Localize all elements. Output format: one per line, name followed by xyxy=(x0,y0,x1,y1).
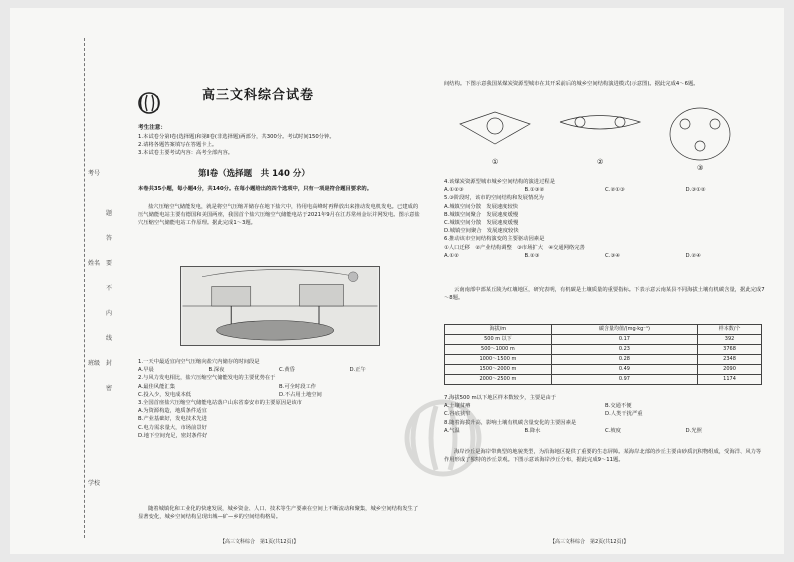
question-stem: 4.该煤炭资源型城市城乡空间结构的演进过程是 xyxy=(444,179,555,185)
seal-word: 封 xyxy=(106,360,113,367)
option: C.③④ xyxy=(605,252,620,259)
option: B.②③ xyxy=(524,252,540,259)
option-row xyxy=(444,186,766,194)
seal-word: 密 xyxy=(106,385,113,392)
option: C.投入少，发电成本低 xyxy=(138,391,192,398)
option: A.土壤贫瘠 xyxy=(444,403,471,410)
table-cell: 2000～2500 m xyxy=(445,375,552,385)
option-row xyxy=(138,366,420,374)
table-cell: 2090 xyxy=(698,365,762,375)
seal-word: 线 xyxy=(106,335,113,342)
table-header: 碳含量均值/(mg·kg⁻¹) xyxy=(551,325,697,335)
table-cell: 500 m 以下 xyxy=(445,335,552,345)
table-cell: 0.28 xyxy=(551,355,697,365)
table-cell: 3768 xyxy=(698,345,762,355)
option: D.③①② xyxy=(685,187,706,194)
option: D.人类干扰严重 xyxy=(605,411,643,418)
table-cell: 2348 xyxy=(698,355,762,365)
option: C.黄昏 xyxy=(279,367,295,374)
question-stem: 1.一天中最适宜向空气压缩向盐穴内储存的时间段是 xyxy=(138,359,260,365)
seal-word: 要 xyxy=(106,260,113,267)
option: A.城镇空间分散 发展速度较快 xyxy=(444,203,519,210)
school-label: 学校 xyxy=(88,480,101,487)
question-stem: 2.与风力发电相比，盐穴压缩空气储能发电的主要优势在于 xyxy=(138,375,276,382)
seal-word: 题 xyxy=(106,210,113,217)
table-cell: 1000～1500 m xyxy=(445,355,552,365)
page-1 xyxy=(120,78,420,548)
class-label: 班级 xyxy=(88,360,101,367)
table-header: 海拔/m xyxy=(445,325,552,335)
notice-heading: 考生注意： xyxy=(138,125,166,131)
passage-2-cont: 间结构。下图示意我国某煤炭资源型城市在其开采前后的城乡空间结构演进模式(示意图)。据此完成4～6题。 xyxy=(444,81,699,87)
questions-1-3 xyxy=(138,358,420,440)
option-row xyxy=(444,252,766,260)
option: ①人口迁移 ②产业结构调整 ③市场扩大 ④交通网络完善 xyxy=(444,244,585,251)
table-row xyxy=(445,365,762,375)
notice-item: 2.请将各题答案填写在答题卡上。 xyxy=(138,142,218,149)
section-title: 第Ⅰ卷（选择题 共 140 分） xyxy=(198,169,310,179)
option: B.城镇空间聚合 发展速度缓慢 xyxy=(444,211,519,218)
notice-item: 1.本试卷分第Ⅰ卷(选择题)和第Ⅱ卷(非选择题)两部分，共300分。考试时间150分钟。 xyxy=(138,134,335,140)
option: B.可全时段工作 xyxy=(279,383,317,390)
option: A.①②③ xyxy=(444,187,464,194)
option: B.交通不便 xyxy=(605,403,632,410)
publisher-logo-icon xyxy=(134,92,164,114)
table-cell: 0.23 xyxy=(551,345,697,355)
option: C.城镇空间分散 发展速度缓慢 xyxy=(444,220,519,227)
table-row xyxy=(445,335,762,345)
option-row xyxy=(138,391,420,399)
table-cell: 0.49 xyxy=(551,365,697,375)
exam-title: 高三文科综合试卷 xyxy=(202,88,315,103)
option: B.①③② xyxy=(524,187,545,194)
table-cell: 0.17 xyxy=(551,335,697,345)
option: A.气温 xyxy=(444,427,460,434)
option: C.②①③ xyxy=(605,187,625,194)
diagram-label: ① xyxy=(492,158,499,166)
table-row xyxy=(445,375,762,385)
option: B.深夜 xyxy=(208,367,225,374)
watermark-logo-icon xyxy=(388,398,498,478)
question-stem: 7.海拔500 m以下地区样本数较少，主要是由于 xyxy=(444,395,557,401)
question-stem: 3.全国首座盐穴压缩空气储能电站落户山东省泰安市的主要原因是该市 xyxy=(138,400,302,407)
option: A.早晨 xyxy=(138,367,154,374)
passage-2: 随着城镇化和工业化的快速发展，城乡资金、人口、技术等生产要素在空间上不断流动和聚集，城乡空间结构发生了显著变化，城乡空间结构呈现出城—矿—乡的空间结构格局。 xyxy=(138,506,419,521)
diagram-label: ② xyxy=(597,158,604,166)
option: A.最佳风能汇集 xyxy=(138,383,175,390)
table-cell: 392 xyxy=(698,335,762,345)
diagram-label: ③ xyxy=(697,164,704,172)
table-header: 样本数/个 xyxy=(698,325,762,335)
spatial-structure-diagrams xyxy=(450,104,750,174)
exam-sheet xyxy=(10,8,784,554)
question-stem: 5.③阶段时，该市的空间结构和发展情况为 xyxy=(444,195,544,202)
option: A.①② xyxy=(444,252,459,259)
table-row xyxy=(445,345,762,355)
option-row xyxy=(138,383,420,391)
option: B.产业基础好，发电技术先进 xyxy=(138,416,207,423)
exam-no-label: 考号 xyxy=(88,170,101,177)
option: C.谷底狭窄 xyxy=(444,411,471,418)
option: B.降水 xyxy=(524,427,541,434)
table-header-row xyxy=(445,325,762,335)
name-label: 姓名 xyxy=(88,260,101,267)
option: D.地下空间充足，密封条件好 xyxy=(138,432,208,439)
questions-4-6 xyxy=(444,178,766,260)
binding-dashed-line xyxy=(84,38,85,538)
table-cell: 1500～2000 m xyxy=(445,365,552,375)
question-stem: 8.随着海拔升高，影响土壤有机碳含量变化的主要因素是 xyxy=(444,419,577,426)
option: A.为资源构造，地质条件适宜 xyxy=(138,408,207,415)
table-cell: 0.97 xyxy=(551,375,697,385)
table-row xyxy=(445,355,762,365)
section-intro: 本卷共35小题，每小题4分，共140分。在每小题给出的四个选项中，只有一项是符合题目要求的。 xyxy=(138,186,372,192)
option: D.正午 xyxy=(349,367,366,374)
option: C.坡度 xyxy=(605,427,621,434)
option: D.不占用土地空间 xyxy=(279,391,322,398)
salt-cavern-diagram xyxy=(180,266,380,346)
page-footer: 【高三文科综合 第2页(共12页)】 xyxy=(550,539,629,545)
passage-1: 盐穴压缩空气储能发电，就是将空气压缩并储存在地下盐穴中，待用电高峰时再释放出来推动发电机发电。已建成的压气储能电站主要有德国和美国两座，我国首个盐穴压缩空气储能电站于2021年9月在江苏常州金坛并网发电。图示意盐穴压缩空气储能电站工作原理。据此完成1～3题。 xyxy=(138,204,420,227)
option: D.②④ xyxy=(685,252,701,259)
passage-3: 云南南部中部某丘陵为红壤地区，研究表明，有机碳是土壤质量的重要指标。下表示意云南某县不同海拔土壤有机碳含量，据此完成7～8题。 xyxy=(444,287,765,302)
table-cell: 500～1000 m xyxy=(445,345,552,355)
seal-word: 答 xyxy=(106,235,113,242)
soil-carbon-table xyxy=(444,324,762,385)
seal-word: 不 xyxy=(106,285,113,292)
notice-list xyxy=(138,133,418,158)
option: C.电力需求量大，市场前景好 xyxy=(138,424,207,431)
page-footer: 【高三文科综合 第1页(共12页)】 xyxy=(220,539,299,545)
table-cell: 1174 xyxy=(698,375,762,385)
question-stem: 6.推动该市空间结构演变的主要驱动因素是 xyxy=(444,236,545,243)
option: D.光照 xyxy=(685,427,702,434)
notice-item: 3.本试卷主要考试内容：高考全部内容。 xyxy=(138,150,234,157)
seal-word: 内 xyxy=(106,310,113,317)
option: D.城镇空间聚合 发展速度较快 xyxy=(444,228,519,235)
passage-4: 海岸沙丘是海岸带典型的地貌类型，为沿海地区提供了重要的生态屏障。某海岸北部的沙丘主要由砂质沉积物组成，受海洋、风力等作用形成了独特的沙丘景观。下图示意该海岸沙丘分布，据此完成9～11题。 xyxy=(444,449,762,464)
